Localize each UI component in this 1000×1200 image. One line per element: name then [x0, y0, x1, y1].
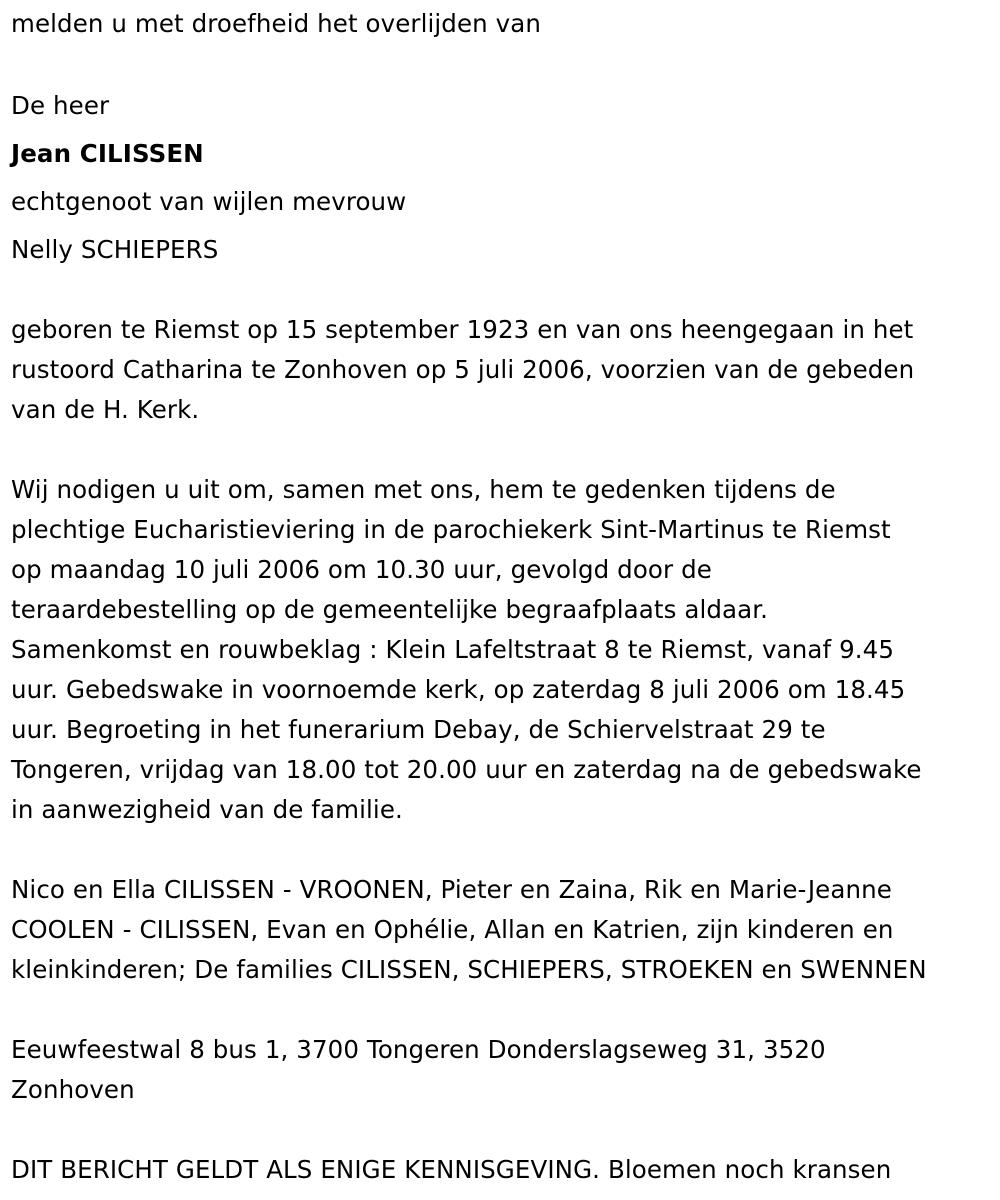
paragraph-line: rustoord Catharina te Zonhoven op 5 juli 2006, voorzien van de gebeden	[11, 355, 915, 384]
paragraph-line: geboren te Riemst op 15 september 1923 en van ons heengegaan in het	[11, 315, 914, 344]
address-paragraph	[11, 1030, 826, 1110]
deceased-name: Jean CILISSEN	[11, 139, 204, 168]
family-paragraph	[11, 870, 927, 990]
paragraph-line: Samenkomst en rouwbeklag : Klein Lafeltstraat 8 te Riemst, vanaf 9.45	[11, 635, 895, 664]
paragraph-line: in aanwezigheid van de familie.	[11, 795, 403, 824]
closing-paragraph	[11, 1150, 891, 1190]
spouse-name: Nelly SCHIEPERS	[11, 235, 219, 264]
paragraph-line: Eeuwfeestwal 8 bus 1, 3700 Tongeren Donderslagseweg 31, 3520	[11, 1035, 826, 1064]
paragraph-line: van de H. Kerk.	[11, 395, 200, 424]
paragraph-line: uur. Gebedswake in voornoemde kerk, op zaterdag 8 juli 2006 om 18.45	[11, 675, 906, 704]
paragraph-line: plechtige Eucharistieviering in de parochiekerk Sint-Martinus te Riemst	[11, 515, 891, 544]
paragraph-line: DIT BERICHT GELDT ALS ENIGE KENNISGEVING. Bloemen noch kransen	[11, 1155, 892, 1184]
paragraph-line: Tongeren, vrijdag van 18.00 tot 20.00 uur en zaterdag na de gebedswake	[11, 755, 922, 784]
birth-paragraph	[11, 310, 914, 430]
ceremony-paragraph	[11, 470, 922, 830]
paragraph-line: teraardebestelling op de gemeentelijke begraafplaats aldaar.	[11, 595, 769, 624]
paragraph-line: uur. Begroeting in het funerarium Debay, de Schiervelstraat 29 te	[11, 715, 826, 744]
intro-text: melden u met droefheid het overlijden van	[11, 9, 541, 38]
paragraph-line: Zonhoven	[11, 1075, 135, 1104]
relation-text: echtgenoot van wijlen mevrouw	[11, 187, 407, 216]
paragraph-line: Nico en Ella CILISSEN - VROONEN, Pieter en Zaina, Rik en Marie-Jeanne	[11, 875, 892, 904]
salutation: De heer	[11, 91, 110, 120]
paragraph-line: COOLEN - CILISSEN, Evan en Ophélie, Allan en Katrien, zijn kinderen en	[11, 915, 894, 944]
paragraph-line: Wij nodigen u uit om, samen met ons, hem te gedenken tijdens de	[11, 475, 836, 504]
paragraph-line: kleinkinderen; De families CILISSEN, SCHIEPERS, STROEKEN en SWENNEN	[11, 955, 927, 984]
paragraph-line: op maandag 10 juli 2006 om 10.30 uur, gevolgd door de	[11, 555, 712, 584]
